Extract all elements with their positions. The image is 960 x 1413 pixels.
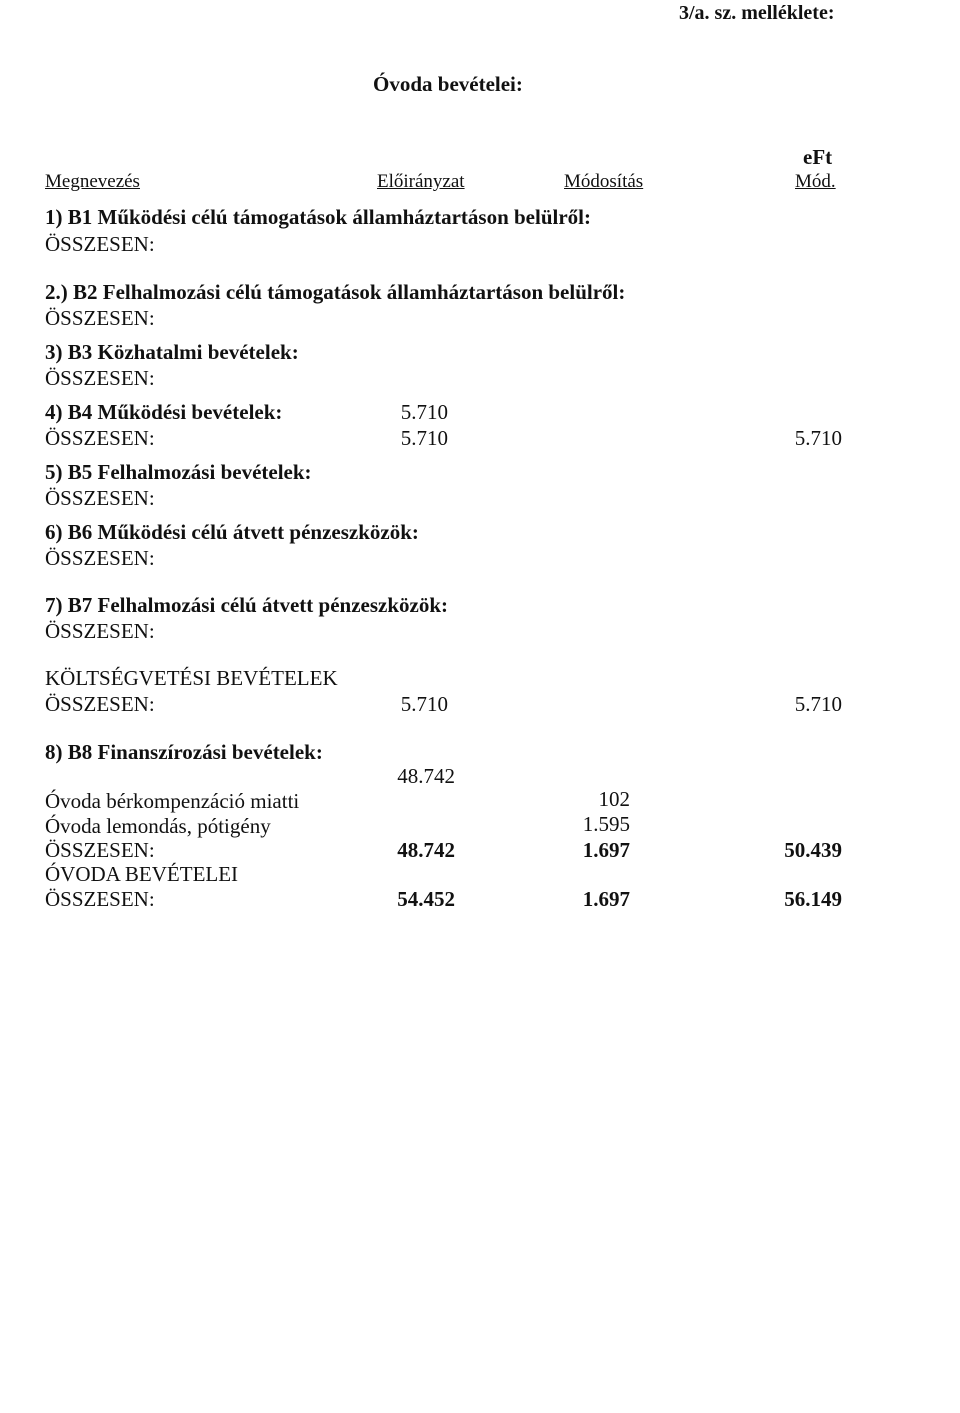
section-total-label: ÖSSZESEN:	[45, 426, 155, 450]
grand-total-appropriation: 54.452	[397, 887, 455, 911]
section-title-b4: 4) B4 Működési bevételek:	[45, 400, 283, 424]
column-header-appropriation: Előirányzat	[377, 171, 465, 192]
column-header-name: Megnevezés	[45, 171, 140, 192]
financing-total-modified: 50.439	[784, 838, 842, 862]
section-title-b1: 1) B1 Működési célú támogatások államháztartáson belülről:	[45, 205, 591, 229]
section-total-label: ÖSSZESEN:	[45, 619, 155, 643]
financing-appropriation: 48.742	[397, 764, 455, 788]
page-title: Óvoda bevételei:	[373, 72, 523, 96]
annex-label: 3/a. sz. melléklete:	[679, 2, 835, 24]
financing-item-label: Óvoda bérkompenzáció miatti	[45, 789, 300, 813]
financing-item-modification: 1.595	[582, 812, 630, 836]
financing-item-modification: 102	[598, 787, 630, 811]
section-title-b8: 8) B8 Finanszírozási bevételek:	[45, 740, 323, 764]
section-total-label: ÖSSZESEN:	[45, 546, 155, 570]
column-header-modified: Mód.	[795, 171, 836, 192]
financing-total-appropriation: 48.742	[397, 838, 455, 862]
grand-total-modified: 56.149	[784, 887, 842, 911]
budget-total-title: KÖLTSÉGVETÉSI BEVÉTELEK	[45, 666, 338, 690]
budget-total-modified: 5.710	[794, 692, 842, 716]
section-b4-appropriation: 5.710	[400, 400, 448, 424]
section-title-b3: 3) B3 Közhatalmi bevételek:	[45, 340, 299, 364]
column-header-modification: Módosítás	[564, 171, 644, 192]
section-title-b6: 6) B6 Működési célú átvett pénzeszközök:	[45, 520, 419, 544]
section-b4-total-appropriation: 5.710	[400, 426, 448, 450]
section-title-b2: 2.) B2 Felhalmozási célú támogatások államháztartáson belülről:	[45, 280, 626, 304]
section-title-b5: 5) B5 Felhalmozási bevételek:	[45, 460, 312, 484]
budget-total-label: ÖSSZESEN:	[45, 692, 155, 716]
financing-item-label: Óvoda lemondás, pótigény	[45, 814, 271, 838]
section-total-label: ÖSSZESEN:	[45, 232, 155, 256]
grand-total-modification: 1.697	[582, 887, 630, 911]
section-total-label: ÖSSZESEN:	[45, 306, 155, 330]
section-title-b7: 7) B7 Felhalmozási célú átvett pénzeszközök:	[45, 593, 449, 617]
section-total-label: ÖSSZESEN:	[45, 366, 155, 390]
section-b4-total-modified: 5.710	[794, 426, 842, 450]
financing-total-modification: 1.697	[582, 838, 630, 862]
grand-total-label: ÖSSZESEN:	[45, 887, 155, 911]
grand-total-title: ÓVODA BEVÉTELEI	[45, 862, 239, 886]
unit-label: eFt	[803, 145, 833, 169]
section-total-label: ÖSSZESEN:	[45, 486, 155, 510]
financing-total-label: ÖSSZESEN:	[45, 838, 155, 862]
budget-total-appropriation: 5.710	[400, 692, 448, 716]
